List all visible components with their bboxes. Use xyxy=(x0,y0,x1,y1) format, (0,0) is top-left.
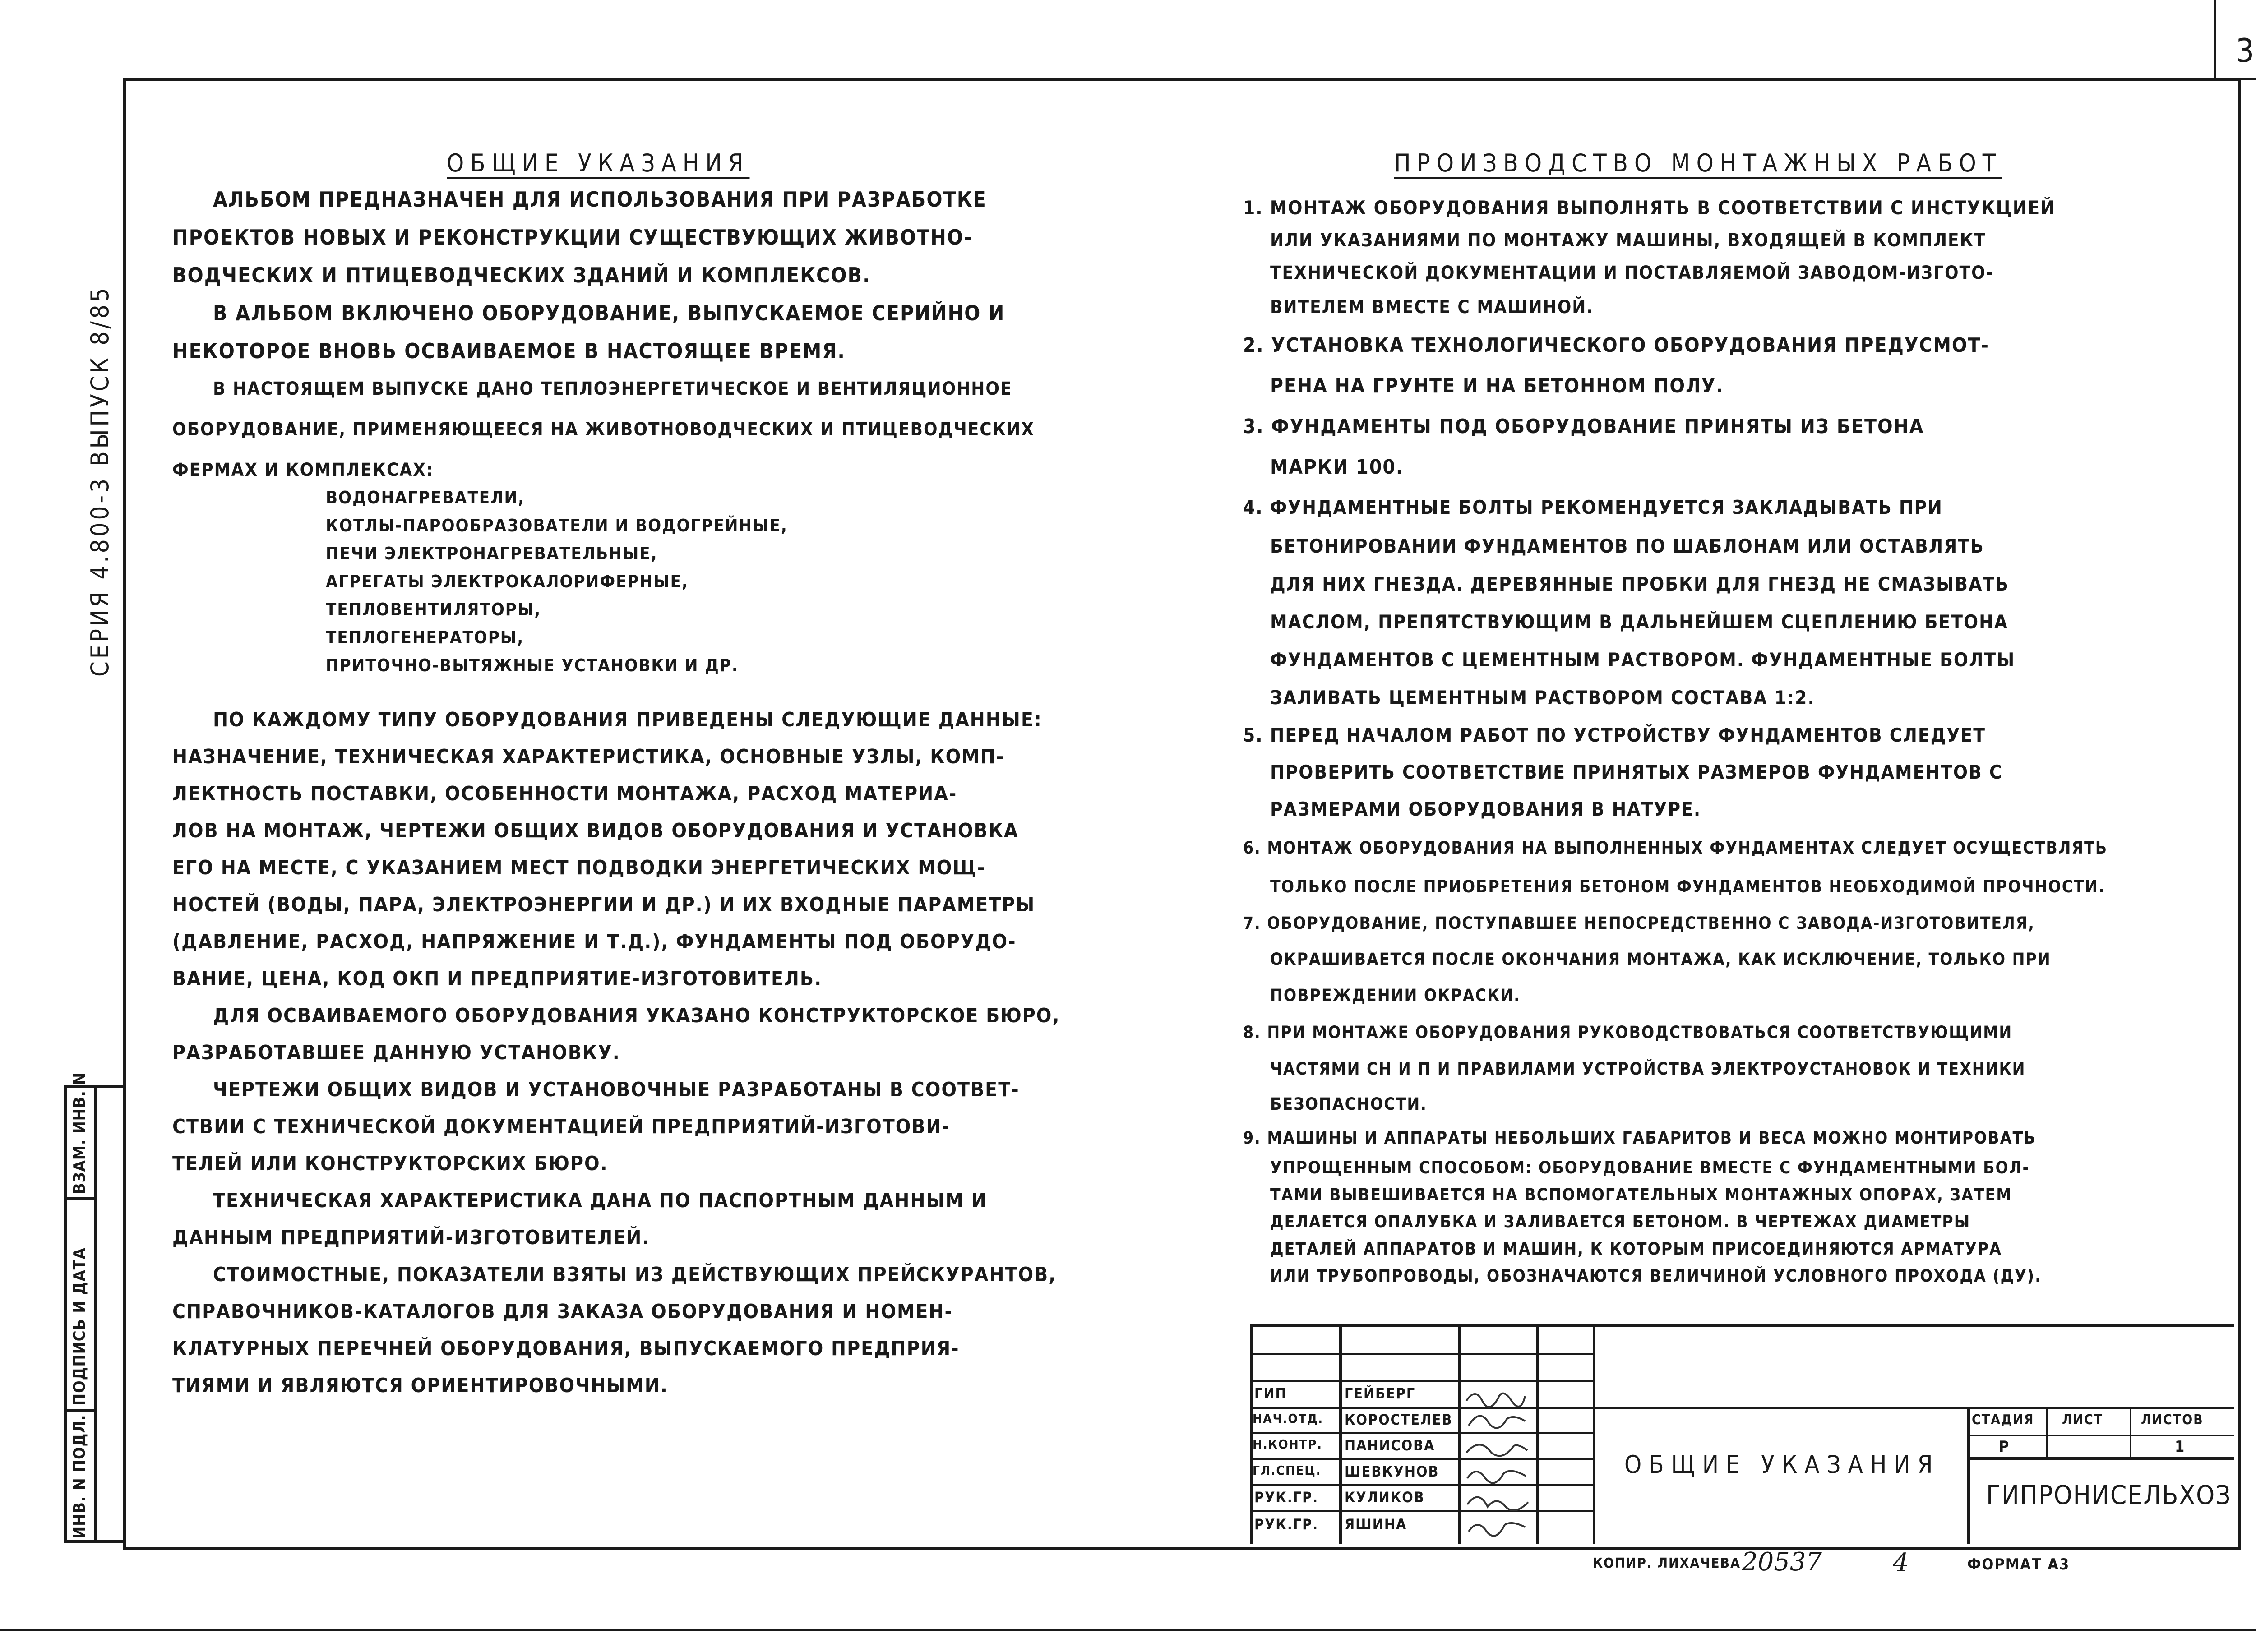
tb-name: ПАНИСОВА xyxy=(1345,1437,1435,1454)
title-block xyxy=(1250,1324,2234,1544)
left-line: ЧЕРТЕЖИ ОБЩИХ ВИДОВ И УСТАНОВОЧНЫЕ РАЗРАБОТАНЫ В СООТВЕТ- xyxy=(213,1078,1020,1101)
equipment-item: АГРЕГАТЫ ЭЛЕКТРОКАЛОРИФЕРНЫЕ, xyxy=(326,572,689,591)
equipment-item: ВОДОНАГРЕВАТЕЛИ, xyxy=(326,488,525,508)
left-line: ФЕРМАХ И КОМПЛЕКСАХ: xyxy=(172,460,434,480)
sheets-value: 1 xyxy=(2175,1438,2186,1456)
tb-name: КУЛИКОВ xyxy=(1345,1489,1425,1506)
right-line: МАРКИ 100. xyxy=(1270,456,1404,479)
tb-h4 xyxy=(1250,1432,1593,1434)
sheet-header: ЛИСТ xyxy=(2062,1412,2103,1428)
left-line: НОСТЕЙ (ВОДЫ, ПАРА, ЭЛЕКТРОЭНЕРГИИ И ДР.) И ИХ ВХОДНЫЕ ПАРАМЕТРЫ xyxy=(172,893,1036,916)
tb-role: РУК.ГР. xyxy=(1254,1516,1319,1533)
side-stamp-divider xyxy=(94,1088,97,1540)
page-number-box-left xyxy=(2214,0,2216,80)
page-hand: 4 xyxy=(1893,1548,1909,1578)
sheet-title: ОБЩИЕ УКАЗАНИЯ xyxy=(1624,1450,1940,1479)
left-line: В НАСТОЯЩЕМ ВЫПУСКЕ ДАНО ТЕПЛОЭНЕРГЕТИЧЕСКОЕ И ВЕНТИЛЯЦИОННОЕ xyxy=(213,378,1012,399)
doc-number: 20537 xyxy=(1742,1547,1822,1577)
side-stamp-inv-podl: ИНВ. N ПОДЛ. xyxy=(70,1414,89,1539)
right-line: ЗАЛИВАТЬ ЦЕМЕНТНЫМ РАСТВОРОМ СОСТАВА 1:2. xyxy=(1270,687,1815,709)
right-line: ДЕЛАЕТСЯ ОПАЛУБКА И ЗАЛИВАЕТСЯ БЕТОНОМ. В ЧЕРТЕЖАХ ДИАМЕТРЫ xyxy=(1270,1212,1971,1232)
tb-stage-h2 xyxy=(1967,1457,2234,1460)
tb-h7 xyxy=(1250,1510,1593,1512)
equipment-item: ПРИТОЧНО-ВЫТЯЖНЫЕ УСТАНОВКИ И ДР. xyxy=(326,655,739,675)
right-line: БЕЗОПАСНОСТИ. xyxy=(1270,1094,1427,1114)
left-column xyxy=(172,180,1224,484)
copied-by: КОПИР. ЛИХАЧЕВА xyxy=(1593,1555,1741,1571)
right-line: ПОВРЕЖДЕНИИ ОКРАСКИ. xyxy=(1270,986,1521,1005)
left-column-2 xyxy=(172,701,1224,1404)
right-line: РЕНА НА ГРУНТЕ И НА БЕТОННОМ ПОЛУ. xyxy=(1270,374,1724,397)
side-stamp-sep-1 xyxy=(67,1197,97,1200)
trim-line xyxy=(0,1629,2256,1631)
right-line: ПРОВЕРИТЬ СООТВЕТСТВИЕ ПРИНЯТЫХ РАЗМЕРОВ ФУНДАМЕНТОВ С xyxy=(1270,761,2003,783)
organization: ГИПРОНИСЕЛЬХОЗ xyxy=(1986,1480,2232,1510)
left-line: ВАНИЕ, ЦЕНА, КОД ОКП И ПРЕДПРИЯТИЕ-ИЗГОТОВИТЕЛЬ. xyxy=(172,967,823,990)
left-line: ДЛЯ ОСВАИВАЕМОГО ОБОРУДОВАНИЯ УКАЗАНО КОНСТРУКТОРСКОЕ БЮРО, xyxy=(213,1004,1060,1027)
left-line: СТВИИ С ТЕХНИЧЕСКОЙ ДОКУМЕНТАЦИЕЙ ПРЕДПРИЯТИЙ-ИЗГОТОВИ- xyxy=(172,1115,951,1138)
left-line: НАЗНАЧЕНИЕ, ТЕХНИЧЕСКАЯ ХАРАКТЕРИСТИКА, ОСНОВНЫЕ УЗЛЫ, КОМП- xyxy=(172,745,1005,768)
signatures xyxy=(1462,1383,1534,1541)
left-line: ПО КАЖДОМУ ТИПУ ОБОРУДОВАНИЯ ПРИВЕДЕНЫ СЛЕДУЮЩИЕ ДАННЫЕ: xyxy=(213,708,1042,731)
left-line: В АЛЬБОМ ВКЛЮЧЕНО ОБОРУДОВАНИЕ, ВЫПУСКАЕМОЕ СЕРИЙНО И xyxy=(213,301,1005,325)
right-line: 5. ПЕРЕД НАЧАЛОМ РАБОТ ПО УСТРОЙСТВУ ФУНДАМЕНТОВ СЛЕДУЕТ xyxy=(1243,724,1986,746)
format: ФОРМАТ А3 xyxy=(1967,1555,2070,1574)
tb-v4 xyxy=(1593,1324,1595,1544)
left-line: (ДАВЛЕНИЕ, РАСХОД, НАПРЯЖЕНИЕ И Т.Д.), ФУНДАМЕНТЫ ПОД ОБОРУДО- xyxy=(172,930,1017,953)
tb-h1 xyxy=(1250,1353,1593,1355)
right-line: РАЗМЕРАМИ ОБОРУДОВАНИЯ В НАТУРЕ. xyxy=(1270,798,1701,820)
right-line: 8. ПРИ МОНТАЖЕ ОБОРУДОВАНИЯ РУКОВОДСТВОВАТЬСЯ СООТВЕТСТВУЮЩИМИ xyxy=(1243,1023,2013,1042)
right-heading: ПРОИЗВОДСТВО МОНТАЖНЫХ РАБОТ xyxy=(1394,149,2002,177)
right-line: 2. УСТАНОВКА ТЕХНОЛОГИЧЕСКОГО ОБОРУДОВАНИЯ ПРЕДУСМОТ- xyxy=(1243,334,1989,357)
right-line: 1. МОНТАЖ ОБОРУДОВАНИЯ ВЫПОЛНЯТЬ В СООТВЕТСТВИИ С ИНСТУКЦИЕЙ xyxy=(1243,197,2056,219)
side-stamp-sep-2 xyxy=(67,1409,97,1412)
tb-role: ГЛ.СПЕЦ. xyxy=(1253,1463,1322,1478)
left-heading: ОБЩИЕ УКАЗАНИЯ xyxy=(447,149,750,177)
tb-stage-v2 xyxy=(2130,1407,2131,1457)
right-line: ИЛИ ТРУБОПРОВОДЫ, ОБОЗНАЧАЮТСЯ ВЕЛИЧИНОЙ УСЛОВНОГО ПРОХОДА (ДУ). xyxy=(1270,1266,2042,1286)
side-stamp xyxy=(64,1072,126,1543)
equipment-item: ПЕЧИ ЭЛЕКТРОНАГРЕВАТЕЛЬНЫЕ, xyxy=(326,544,658,563)
tb-h6 xyxy=(1250,1484,1593,1486)
tb-name: КОРОСТЕЛЕВ xyxy=(1345,1411,1453,1428)
tb-name: ЯШИНА xyxy=(1345,1516,1407,1533)
left-line: ВОДЧЕСКИХ И ПТИЦЕВОДЧЕСКИХ ЗДАНИЙ И КОМПЛЕКСОВ. xyxy=(172,263,871,287)
left-line: ТИЯМИ И ЯВЛЯЮТСЯ ОРИЕНТИРОВОЧНЫМИ. xyxy=(172,1374,668,1397)
left-line: КЛАТУРНЫХ ПЕРЕЧНЕЙ ОБОРУДОВАНИЯ, ВЫПУСКАЕМОГО ПРЕДПРИЯ- xyxy=(172,1337,960,1360)
tb-role: РУК.ГР. xyxy=(1254,1489,1319,1506)
right-line: 9. МАШИНЫ И АППАРАТЫ НЕБОЛЬШИХ ГАБАРИТОВ И ВЕСА МОЖНО МОНТИРОВАТЬ xyxy=(1243,1128,2036,1148)
right-line: ТАМИ ВЫВЕШИВАЕТСЯ НА ВСПОМОГАТЕЛЬНЫХ МОНТАЖНЫХ ОПОРАХ, ЗАТЕМ xyxy=(1270,1185,2012,1204)
equipment-item: ТЕПЛОГЕНЕРАТОРЫ, xyxy=(326,628,524,647)
right-line: ФУНДАМЕНТОВ С ЦЕМЕНТНЫМ РАСТВОРОМ. ФУНДАМЕНТНЫЕ БОЛТЫ xyxy=(1270,649,2016,671)
left-line: ТЕЛЕЙ ИЛИ КОНСТРУКТОРСКИХ БЮРО. xyxy=(172,1152,608,1175)
signature-scribble xyxy=(1466,1445,1527,1456)
right-line: ДЕТАЛЕЙ АППАРАТОВ И МАШИН, К КОТОРЫМ ПРИСОЕДИНЯЮТСЯ АРМАТУРА xyxy=(1270,1239,2002,1259)
left-line: ТЕХНИЧЕСКАЯ ХАРАКТЕРИСТИКА ДАНА ПО ПАСПОРТНЫМ ДАННЫМ И xyxy=(213,1189,987,1212)
tb-role: Н.КОНТР. xyxy=(1253,1437,1322,1452)
side-stamp-podpis-data: ПОДПИСЬ И ДАТА xyxy=(70,1247,89,1406)
right-line: МАСЛОМ, ПРЕПЯТСТВУЮЩИМ В ДАЛЬНЕЙШЕМ СЦЕПЛЕНИЮ БЕТОНА xyxy=(1270,611,2008,633)
sheets-header: ЛИСТОВ xyxy=(2141,1412,2204,1428)
tb-top xyxy=(1250,1324,2234,1327)
tb-role: ГИП xyxy=(1254,1385,1287,1402)
left-line: ПРОЕКТОВ НОВЫХ И РЕКОНСТРУКЦИИ СУЩЕСТВУЮЩИХ ЖИВОТНО- xyxy=(172,225,973,249)
tb-name: ШЕВКУНОВ xyxy=(1345,1463,1439,1480)
right-line: ОКРАШИВАЕТСЯ ПОСЛЕ ОКОНЧАНИЯ МОНТАЖА, КАК ИСКЛЮЧЕНИЕ, ТОЛЬКО ПРИ xyxy=(1270,950,2051,969)
left-line: СТОИМОСТНЫЕ, ПОКАЗАТЕЛИ ВЗЯТЫ ИЗ ДЕЙСТВУЮЩИХ ПРЕЙСКУРАНТОВ, xyxy=(213,1263,1057,1286)
tb-stage-v1 xyxy=(2046,1407,2048,1457)
tb-h3 xyxy=(1250,1407,2234,1409)
right-line: БЕТОНИРОВАНИИ ФУНДАМЕНТОВ ПО ШАБЛОНАМ ИЛИ ОСТАВЛЯТЬ xyxy=(1270,535,1984,557)
stage-header: СТАДИЯ xyxy=(1972,1412,2034,1428)
equipment-list xyxy=(326,484,788,679)
left-line: ДАННЫМ ПРЕДПРИЯТИЙ-ИЗГОТОВИТЕЛЕЙ. xyxy=(172,1226,650,1249)
signature-scribble xyxy=(1469,1523,1525,1536)
left-line: НЕКОТОРОЕ ВНОВЬ ОСВАИВАЕМОЕ В НАСТОЯЩЕЕ ВРЕМЯ. xyxy=(172,339,846,363)
signature-scribble xyxy=(1467,1497,1528,1510)
tb-v5 xyxy=(1967,1407,1970,1544)
signature-scribble xyxy=(1469,1416,1525,1428)
page-number: 3 xyxy=(2236,32,2256,69)
right-line: ВИТЕЛЕМ ВМЕСТЕ С МАШИНОЙ. xyxy=(1270,297,1594,318)
tb-name: ГЕЙБЕРГ xyxy=(1345,1385,1416,1402)
side-stamp-vzam-inv: ВЗАМ. ИНВ. N xyxy=(70,1072,89,1194)
right-line: ТОЛЬКО ПОСЛЕ ПРИОБРЕТЕНИЯ БЕТОНОМ ФУНДАМЕНТОВ НЕОБХОДИМОЙ ПРОЧНОСТИ. xyxy=(1270,877,2105,896)
left-line: АЛЬБОМ ПРЕДНАЗНАЧЕН ДЛЯ ИСПОЛЬЗОВАНИЯ ПРИ РАЗРАБОТКЕ xyxy=(213,187,987,212)
right-line: ЧАСТЯМИ СН И П И ПРАВИЛАМИ УСТРОЙСТВА ЭЛЕКТРОУСТАНОВОК И ТЕХНИКИ xyxy=(1270,1059,2026,1079)
left-line: РАЗРАБОТАВШЕЕ ДАННУЮ УСТАНОВКУ. xyxy=(172,1041,620,1064)
right-line: УПРОЩЕННЫМ СПОСОБОМ: ОБОРУДОВАНИЕ ВМЕСТЕ С ФУНДАМЕНТНЫМИ БОЛ- xyxy=(1270,1158,2030,1177)
right-line: 6. МОНТАЖ ОБОРУДОВАНИЯ НА ВЫПОЛНЕННЫХ ФУНДАМЕНТАХ СЛЕДУЕТ ОСУЩЕСТВЛЯТЬ xyxy=(1243,838,2108,858)
tb-role: НАЧ.ОТД. xyxy=(1253,1411,1324,1426)
series-label: СЕРИЯ 4.800-3 ВЫПУСК 8/85 xyxy=(86,285,114,677)
right-line: 3. ФУНДАМЕНТЫ ПОД ОБОРУДОВАНИЕ ПРИНЯТЫ ИЗ БЕТОНА xyxy=(1243,415,1924,438)
equipment-item: ТЕПЛОВЕНТИЛЯТОРЫ, xyxy=(326,600,541,619)
right-line: 4. ФУНДАМЕНТНЫЕ БОЛТЫ РЕКОМЕНДУЕТСЯ ЗАКЛАДЫВАТЬ ПРИ xyxy=(1243,496,1943,518)
left-line: ЛЕКТНОСТЬ ПОСТАВКИ, ОСОБЕННОСТИ МОНТАЖА, РАСХОД МАТЕРИА- xyxy=(172,782,957,805)
signature-scribble xyxy=(1466,1394,1525,1407)
stage-value: Р xyxy=(1999,1438,2010,1456)
right-line: 7. ОБОРУДОВАНИЕ, ПОСТУПАВШЕЕ НЕПОСРЕДСТВЕННО С ЗАВОДА-ИЗГОТОВИТЕЛЯ, xyxy=(1243,914,2035,933)
right-line: ДЛЯ НИХ ГНЕЗДА. ДЕРЕВЯННЫЕ ПРОБКИ ДЛЯ ГНЕЗД НЕ СМАЗЫВАТЬ xyxy=(1270,573,2009,595)
right-column xyxy=(1243,192,2227,1290)
tb-h5 xyxy=(1250,1458,1593,1460)
signature-scribble xyxy=(1467,1471,1526,1483)
tb-h2 xyxy=(1250,1380,1593,1382)
left-line: ЛОВ НА МОНТАЖ, ЧЕРТЕЖИ ОБЩИХ ВИДОВ ОБОРУДОВАНИЯ И УСТАНОВКА xyxy=(172,819,1019,842)
tb-stage-h1 xyxy=(1967,1435,2234,1436)
right-line: ТЕХНИЧЕСКОЙ ДОКУМЕНТАЦИИ И ПОСТАВЛЯЕМОЙ ЗАВОДОМ-ИЗГОТО- xyxy=(1270,263,1994,283)
left-line: ЕГО НА МЕСТЕ, С УКАЗАНИЕМ МЕСТ ПОДВОДКИ ЭНЕРГЕТИЧЕСКИХ МОЩ- xyxy=(172,856,986,879)
left-line: СПРАВОЧНИКОВ-КАТАЛОГОВ ДЛЯ ЗАКАЗА ОБОРУДОВАНИЯ И НОМЕН- xyxy=(172,1300,953,1323)
equipment-item: КОТЛЫ-ПАРООБРАЗОВАТЕЛИ И ВОДОГРЕЙНЫЕ, xyxy=(326,516,788,535)
right-line: ИЛИ УКАЗАНИЯМИ ПО МОНТАЖУ МАШИНЫ, ВХОДЯЩЕЙ В КОМПЛЕКТ xyxy=(1270,230,1986,251)
left-line: ОБОРУДОВАНИЕ, ПРИМЕНЯЮЩЕЕСЯ НА ЖИВОТНОВОДЧЕСКИХ И ПТИЦЕВОДЧЕСКИХ xyxy=(172,419,1035,440)
